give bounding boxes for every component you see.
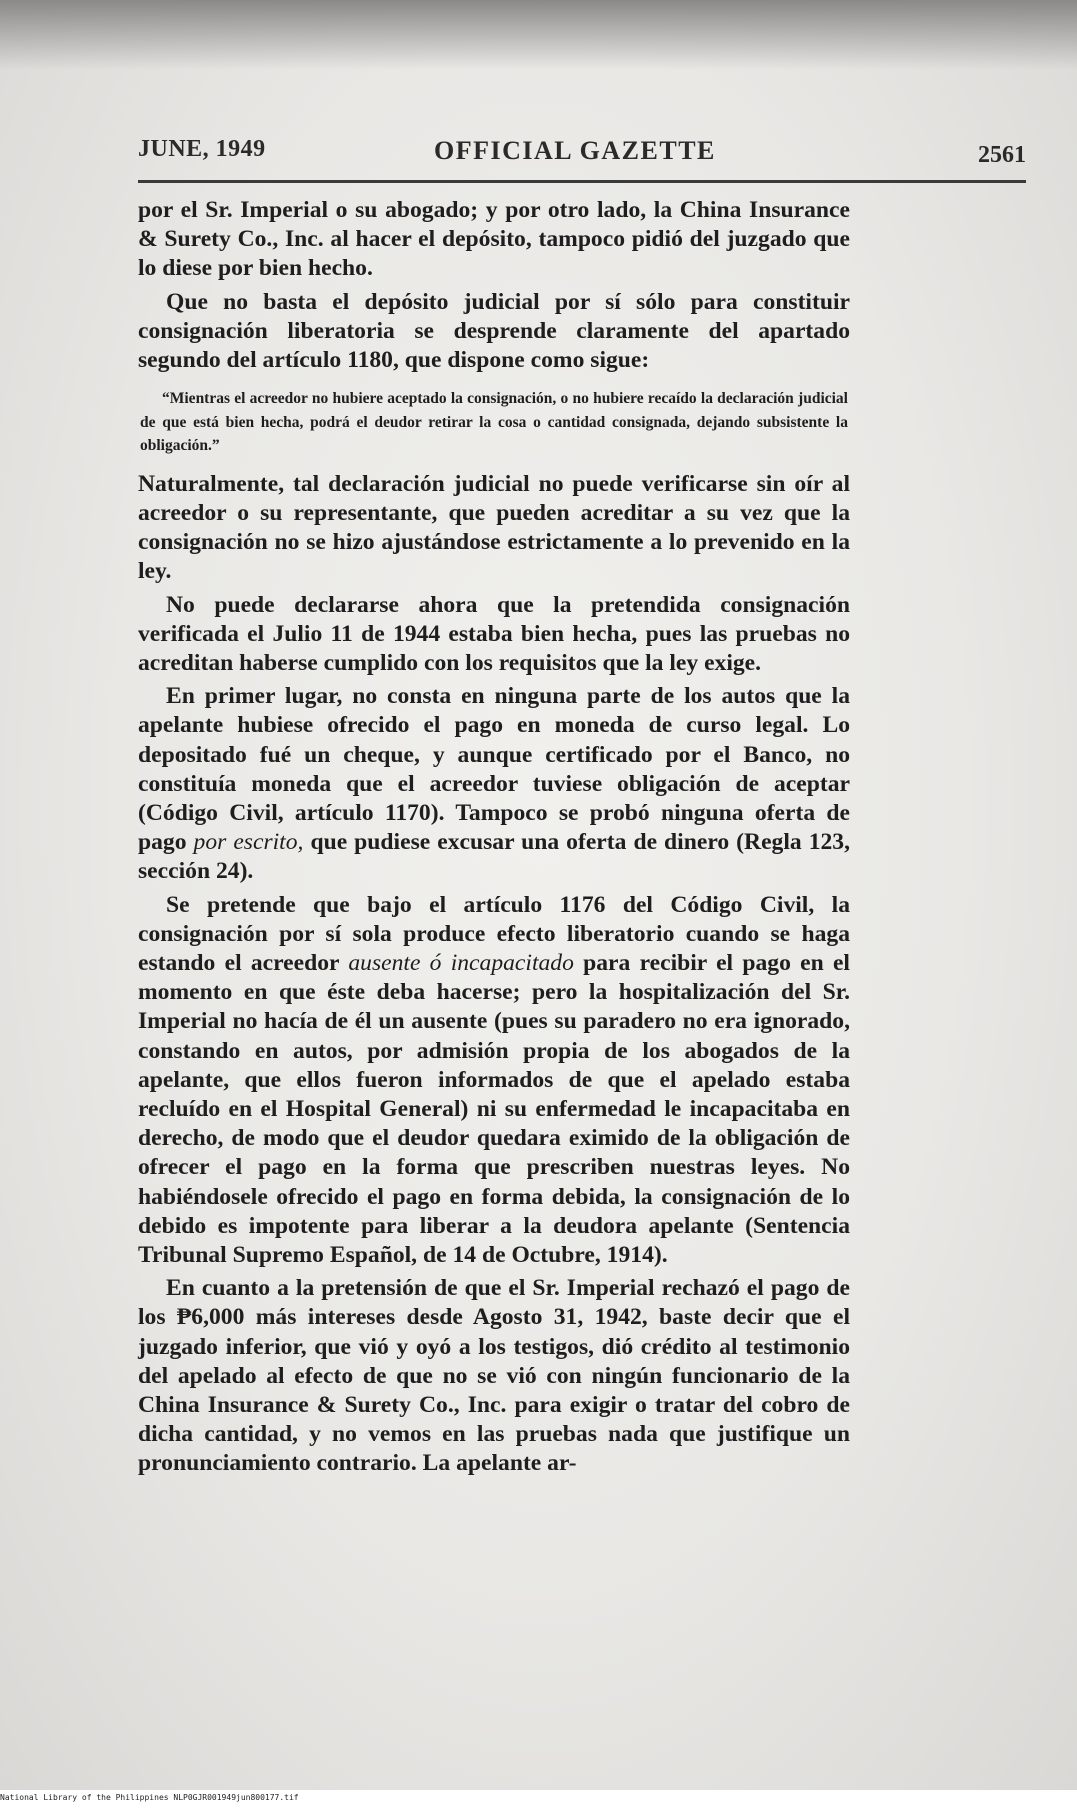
paragraph: En cuanto a la pretensión de que el Sr. Imperial rechazó el pago de los ₱6,000 más intereses desde Agosto 31, 1942, baste decir que el juzgado inferior, que vió y oyó a los testigos, dió crédito al testimonio del apelado al efecto de que no se vió con ningún funcionario de la China Insurance & Surety Co., Inc. para exigir o tratar del cobro de dicha cantidad, y no vemos en las pruebas nada que justifique un pronunciamiento contrario. La apelante ar- xyxy=(138,1275,850,1477)
scan-source-note: National Library of the Philippines NLP0GJR001949jun800177.tif xyxy=(0,1793,299,1802)
paragraph: por el Sr. Imperial o su abogado; y por otro lado, la China Insurance & Surety Co., Inc. al hacer el depósito, tampoco pidió del juzgado que lo diese por bien hecho. xyxy=(138,197,850,282)
paragraph: No puede declararse ahora que la pretendida consignación verificada el Julio 11 de 1944 estaba bien hecha, pues las pruebas no acreditan haberse cumplido con los requisitos que la ley exige. xyxy=(138,591,850,676)
page-header xyxy=(138,136,1026,176)
paragraph xyxy=(138,891,850,1271)
italic-text: ausente ó incapacitado xyxy=(348,949,574,976)
scan-shadow xyxy=(0,0,1077,70)
page-body xyxy=(138,196,850,1479)
header-rule xyxy=(138,180,1026,183)
block-quote: “Mientras el acreedor no hubiere aceptado la consignación, o no hubiere recaído la declaración judicial de que está bien hecha, podrá el deudor retirar la cosa o cantidad consignada, dejando subsistente la obligación.” xyxy=(140,390,848,455)
header-title: OFFICIAL GAZETTE xyxy=(434,136,716,165)
paragraph-text: Se pretende que bajo el artículo 1176 del Código Civil, la consignación por sí sola produce efecto liberatorio cuando se haga estando el acreedor xyxy=(138,891,850,976)
paragraph xyxy=(138,682,850,886)
paragraph-text: para recibir el pago en el momento en que éste deba hacerse; pero la hospitalización del Sr. Imperial no hacía de él un ausente (pues su paradero no era ignorado, constando en autos, por admisión propia de los abogados de la apelante, que ellos fueron informados de que el apelado estaba recluído en el Hospital General) ni su enfermedad le incapacitaba en derecho, de modo que el deudor quedara eximido de la obligación de ofrecer el pago en la forma que prescriben nuestras leyes. No habiéndosele ofrecido el pago en forma debida, la consignación de lo debido es impotente para liberar a la deudora apelante (Sentencia Tribunal Supremo Español, de 14 de Octubre, 1914). xyxy=(138,949,850,1268)
paragraph: Que no basta el depósito judicial por sí sólo para constituir consignación liberatoria se desprende claramente del apartado segundo del artículo 1180, que dispone como sigue: xyxy=(138,288,850,374)
paragraph: Naturalmente, tal declaración judicial no puede verificarse sin oír al acreedor o su representante, que pueden acreditar a su vez que la consignación no se hizo ajustándose estrictamente a lo prevenido en la ley. xyxy=(138,470,850,585)
header-date: JUNE, 1949 xyxy=(138,136,266,162)
paragraph-text: En primer lugar, no consta en ninguna parte de los autos que la apelante hubiese ofrecido el pago en moneda de curso legal. Lo depositado fué un cheque, y aunque certificado por el Banco, no constituía moneda que el acreedor tuviese obligación de aceptar (Código Civil, artículo 1170). Tampoco se probó ninguna oferta de pago xyxy=(138,683,850,856)
italic-text: por escrito, xyxy=(193,829,304,856)
page-number: 2561 xyxy=(978,142,1026,168)
paragraph-text: que pudiese excusar una oferta de dinero (Regla 123, sección 24). xyxy=(138,829,850,885)
